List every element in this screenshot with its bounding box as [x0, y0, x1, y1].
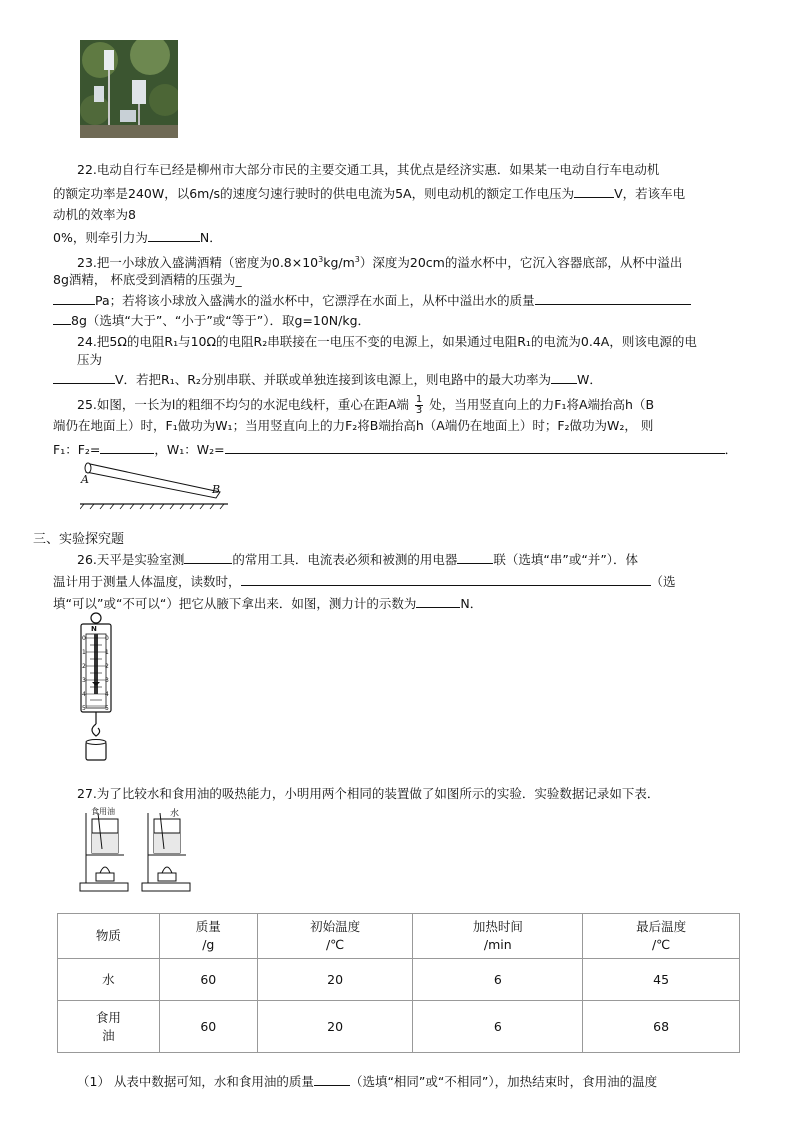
table-row: 食用 油 60 20 6 68 — [58, 1001, 740, 1053]
q22-line4: 0%，则牵引力为 N． — [53, 230, 222, 245]
q26-blank-connection[interactable] — [457, 551, 493, 564]
q23-line4: 8g（选填“大于”、“小于”或“等于”）．取g=10N/kg． — [53, 312, 370, 329]
q24-blank-power[interactable] — [551, 371, 577, 384]
meter-unit-label: N — [91, 625, 97, 633]
meter-ticks-right: 0 1 2 3 4 5 — [105, 635, 109, 712]
q22-line3: 动机的效率为8 — [53, 207, 136, 222]
q23-line3: Pa；若将该小球放入盛满水的溢水杯中，它漂浮在水面上，从杯中溢出水的质量 — [53, 292, 691, 309]
label-a: A — [81, 473, 89, 486]
pole-figure — [80, 460, 230, 510]
q23-line1: 23.把一小球放入盛满酒精（密度为$0.8\times 10^3kg/m^3$）深度为20cm的溢水杯中，它沉入容器底部，从杯中溢出 — [77, 255, 683, 271]
q25-line1: 25.如图，一长为l的粗细不均匀的水泥电线杆，重心在距A端 $\frac{1}{3}$ 处，当用竖直向上的力F₁将A端抬高h（B — [77, 394, 655, 416]
meter-ticks-left: 0 1 2 3 4 5 — [82, 635, 86, 712]
table-header-row — [58, 914, 740, 959]
header-substance: 物质 — [58, 914, 160, 959]
header-heating-time: 加热时间 /min — [413, 914, 583, 959]
q24-line3: V．若把R₁、R₂分别串联、并联或单独连接到该电源上，则电路中的最大功率为 W． — [53, 371, 602, 388]
table-row: 水 60 20 6 45 — [58, 959, 740, 1001]
q24-line1: 24.把5Ω的电阻R₁与10Ω的电阻R₂串联接在一电压不变的电源上，如果通过电阻R₁的电流为0.4A，则该电源的电 — [77, 334, 697, 349]
q23-blank-compare[interactable] — [53, 312, 71, 325]
data-table — [57, 913, 740, 1053]
fraction-one-third: $\frac{1}{3}$ — [415, 394, 423, 416]
section-title: 三、实验探究题 — [33, 532, 125, 547]
q25-line2: 端仍在地面上）时，F₁做功为W₁；当用竖直向上的力F₂将B端抬高h（A端仍在地面上）时；F₂做功为W₂， 则 — [53, 418, 654, 433]
q26-line3: 填“可以”或“不可以“）把它从腋下拿出来．如图，测力计的示数为 N． — [53, 596, 483, 611]
q27-sub1: （1） 从表中数据可知，水和食用油的质量 （选填“相同”或“不相同”），加热结束时，食用油的温度 — [77, 1074, 658, 1089]
q23-blank-pressure[interactable] — [53, 292, 95, 305]
plant-photo — [80, 40, 178, 138]
q26-line2: 温计用于测量人体温度，读数时， （选 — [53, 574, 676, 589]
q25-line3: F₁：F₂= ，W₁：W₂= ． — [53, 442, 738, 457]
q22-blank-force[interactable] — [148, 229, 200, 242]
q26-line1: 26.天平是实验室测 的常用工具．电流表必须和被测的用电器 联（选填“串”或“并”）．体 — [77, 552, 639, 567]
q27-line1: 27.为了比较水和食用油的吸热能力，小明用两个相同的装置做了如图所示的实验．实验数据记录如下表． — [77, 786, 660, 801]
q25-blank-force-ratio[interactable] — [100, 441, 154, 454]
header-final-temp: 最后温度 /℃ — [583, 914, 740, 959]
fig-label-oil: 食用油 — [91, 807, 115, 816]
q26-blank-meter-value[interactable] — [416, 595, 460, 608]
q25-blank-work-ratio[interactable] — [225, 441, 725, 454]
fig-label-water: 水 — [170, 809, 180, 819]
q22-blank-voltage[interactable] — [574, 185, 614, 198]
q26-blank-reading[interactable] — [241, 573, 651, 586]
q22-line1: 22.电动自行车已经是柳州市大部分市民的主要交通工具，其优点是经济实惠．如果某一电动自行车电动机 — [77, 162, 660, 177]
q24-line2: 压为 — [77, 352, 103, 367]
header-mass: 质量 /g — [159, 914, 257, 959]
q26-blank-measure[interactable] — [184, 551, 232, 564]
q22-line2: 的额定功率是240W，以6m/s的速度匀速行驶时的供电电流为5A，则电动机的额定工作电压为 V，若该车电 — [53, 186, 686, 201]
q23-line2: 8g酒精， 杯底受到酒精的压强为_ — [53, 272, 242, 287]
label-b: B — [212, 483, 221, 496]
q27-blank-same-mass[interactable] — [314, 1073, 350, 1086]
header-initial-temp: 初始温度 /℃ — [257, 914, 413, 959]
q23-blank-mass[interactable] — [535, 292, 691, 305]
q24-blank-voltage[interactable] — [53, 371, 115, 384]
